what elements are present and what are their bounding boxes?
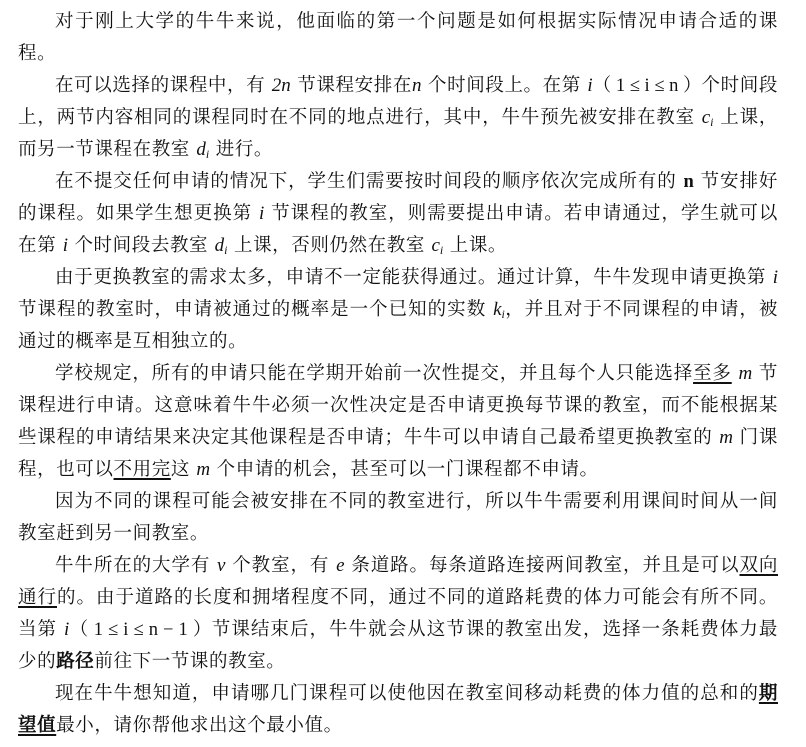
math-variable: i [259,203,265,224]
text-run: 个时间段上，两节内容相同的课程同时在不同的地点进行，其中，牛牛预先被安排在教室 [18,75,778,128]
text-run: 学校规定，所有的申请只能在学期开始前一次性提交，并且每个人只能选择 [55,363,694,384]
text-run: 个时间段上。在第 [421,75,588,96]
math-variable: v [217,555,226,576]
text-run: 牛牛所在的大学有 [55,555,218,576]
math-range: （ 1 ≤ i ≤ n − 1 ） [69,620,212,640]
underlined-term: 至多 [693,363,732,384]
text-run: 在不提交任何申请的情况下，学生们需要按时间段的顺序依次完成所有的 [55,171,684,192]
math-variable: $d_i$ [196,139,210,161]
subscript: i [205,147,210,161]
text-run: 这 [170,459,197,480]
math-variable: m [738,363,753,384]
text-run: 门课程，也可以 [18,427,778,480]
text-run: 前往下一节课的教室。 [94,651,286,672]
text-run: 上课，否则仍然在教室 [227,235,432,256]
text-run: ，并且对于不同课程的申请，被通过的概率是互相独立的。 [18,299,778,352]
paragraph [18,486,778,550]
math-variable: $k_i$ [493,299,505,321]
math-variable: i [64,619,70,640]
paragraph [18,6,778,70]
text-run: 进行。 [209,139,274,160]
underlined-term: 不用完 [113,459,171,480]
text-run: 节课程进行申请。这意味着牛牛必须一次性决定是否申请更换每节课的教室，而不能根据某些课程的申请结果来决定其他课程是否申请；牛牛可以申请自己最希望更换教室的 [18,363,778,448]
text-run: 节课程的教室时，申请被通过的概率是一个已知的实数 [18,299,494,320]
text-run: 对于刚上大学的牛牛来说，他面临的第一个问题是如何根据实际情况申请合适的课程。 [18,11,778,64]
text-run: 节课程安排在 [290,75,412,96]
underlined-term: 双向通行 [18,555,778,608]
text-run: 个教室，有 [225,555,337,576]
paragraph [18,550,778,678]
text-run: 节安排好的课程。如果学生想更换第 [18,171,778,224]
subscript: i [501,307,505,321]
math-variable: i [587,75,593,96]
text-run: 个申请的机会，甚至可以一门课程都不申请。 [210,459,599,480]
text-run: 在可以选择的课程中，有 [55,75,272,96]
text-run: 个时间段去教室 [67,235,215,256]
underlined-term: 期望值 [18,683,778,736]
subscript: i [710,115,714,129]
paragraph [18,678,778,742]
math-variable: n [683,172,694,192]
text-run: 节课结束后，牛牛就会从这节课的教室出发，选择一条耗费体力最少的 [18,619,779,672]
math-variable: m [719,427,733,448]
text-run: 上课。 [443,235,508,256]
math-variable: i [62,235,68,256]
text-run: 条道路。每条道路连接两间教室，并且是可以 [344,555,740,576]
math-variable: 2n [271,75,291,96]
paragraph [18,358,778,486]
math-range: （ 1 ≤ i ≤ n ） [592,76,702,96]
text-run: 最小，请你帮他求出这个最小值。 [56,715,343,736]
math-variable: n [411,75,422,96]
math-variable: e [336,555,345,576]
text-run: 由于更换教室的需求太多，申请不一定能获得通过。通过计算，牛牛发现申请更换第 [55,267,773,288]
paragraph [18,262,778,358]
text-run: 的。由于道路的长度和拥堵程度不同，通过不同的道路耗费的体力可能会有所不同。当第 [18,587,779,640]
text-run: 上课，而另一节课程在教室 [18,107,779,160]
emphasized-term: 路径 [56,651,95,672]
subscript: i [224,243,228,257]
subscript: i [439,243,444,257]
text-run: 因为不同的课程可能会被安排在不同的教室进行，所以牛牛需要利用课间时间从一间教室赶到另一间教室。 [18,491,778,544]
math-variable: $c_i$ [431,235,444,257]
math-variable: m [196,459,211,480]
text-run: 现在牛牛想知道，申请哪几门课程可以使他因在教室间移动耗费的体力值的总和的 [55,683,759,704]
paragraph [18,166,778,262]
math-variable: $c_i$ [701,107,714,129]
text-run: 节课程的教室，则需要提出申请。若申请通过，学生就可以在第 [18,203,778,256]
math-variable: $d_i$ [214,235,228,257]
paragraph [18,70,778,166]
math-variable: i [772,267,778,288]
